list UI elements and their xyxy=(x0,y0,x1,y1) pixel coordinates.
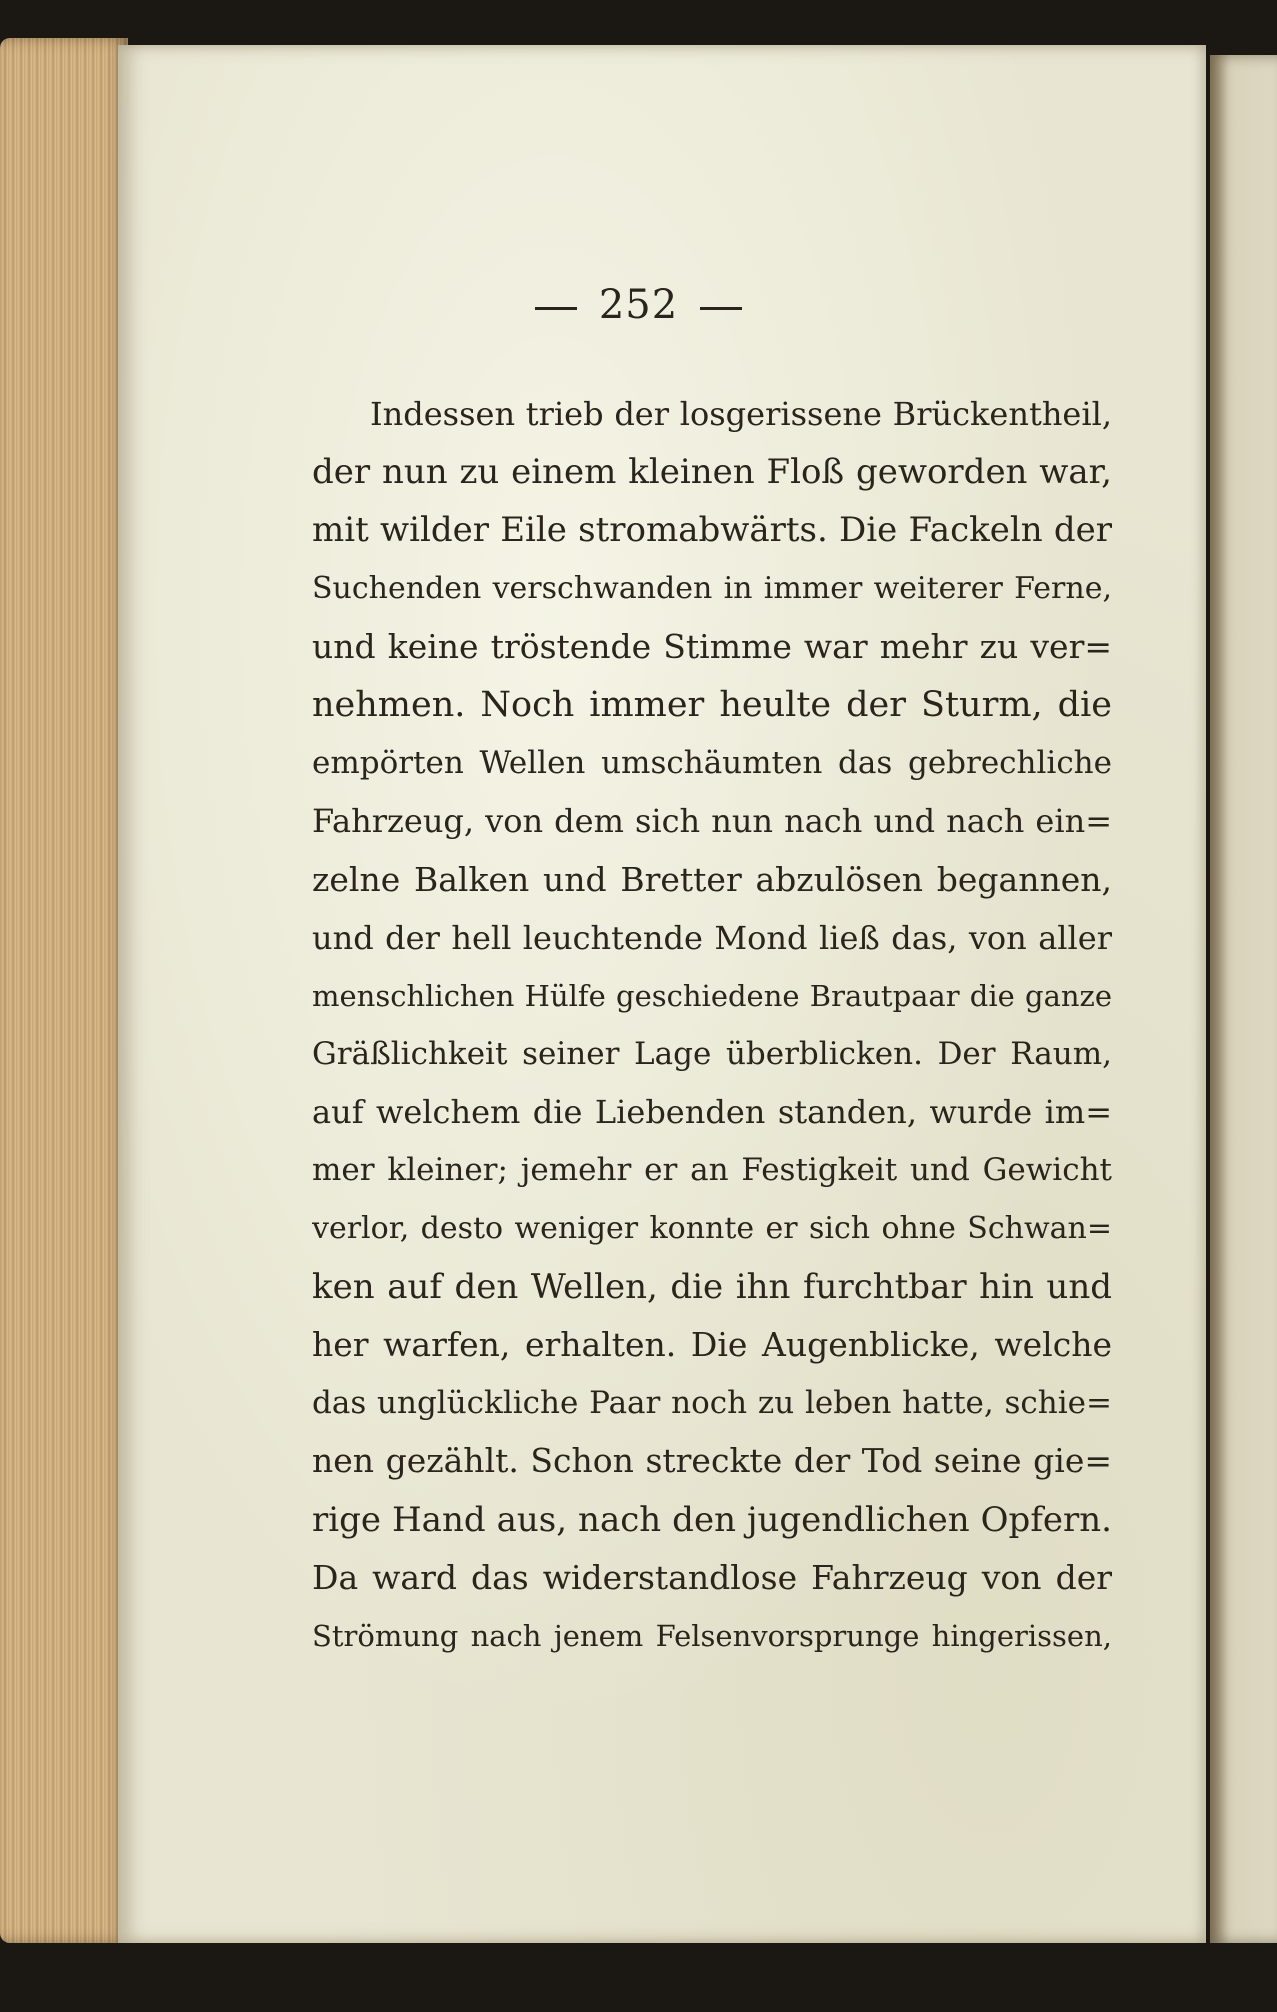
dash-right xyxy=(700,307,742,310)
text-line: Gräßlichkeit seiner Lage überblicken. Der Raum, xyxy=(312,1036,1112,1073)
text-line: Da ward das widerstandlose Fahrzeug von der xyxy=(312,1557,1112,1597)
text-line: her warfen, erhalten. Die Augenblicke, welche xyxy=(312,1325,1112,1364)
text-line: nen gezählt. Schon streckte der Tod seine gie= xyxy=(312,1441,1112,1481)
next-page-edge xyxy=(1210,55,1277,1943)
text-line: nehmen. Noch immer heulte der Sturm, die xyxy=(312,684,1112,725)
text-line: und der hell leuchtende Mond ließ das, von aller xyxy=(312,918,1112,957)
text-line: und keine tröstende Stimme war mehr zu ver= xyxy=(312,626,1112,666)
text-line: der nun zu einem kleinen Floß geworden war, xyxy=(312,452,1112,493)
page-number: 252 xyxy=(598,282,679,328)
text-line: mit wilder Eile stromabwärts. Die Fackeln der xyxy=(312,510,1112,551)
page-number-header xyxy=(0,282,1277,328)
dash-left xyxy=(535,307,577,310)
text-line: Strömung nach jenem Felsenvorsprunge hingerissen, xyxy=(312,1618,1112,1653)
text-line: auf welchem die Liebenden standen, wurde im= xyxy=(312,1093,1112,1132)
body-text xyxy=(312,385,1112,1665)
text-line: das unglückliche Paar noch zu leben hatte, schie= xyxy=(312,1385,1112,1422)
text-line: Suchenden verschwanden in immer weiterer Ferne, xyxy=(312,570,1112,606)
text-line: zelne Balken und Bretter abzulösen begannen, xyxy=(312,859,1112,899)
text-line: mer kleiner; jemehr er an Festigkeit und Gewicht xyxy=(312,1152,1112,1189)
text-line: empörten Wellen umschäumten das gebrechliche xyxy=(312,745,1112,782)
text-line: menschlichen Hülfe geschiedene Brautpaar die ganze xyxy=(312,978,1112,1013)
text-line: rige Hand aus, nach den jugendlichen Opfern. xyxy=(312,1499,1112,1540)
text-line: Indessen trieb der losgerissene Brückentheil, xyxy=(370,395,1112,433)
text-line: verlor, desto weniger konnte er sich ohne Schwan= xyxy=(312,1210,1112,1246)
text-line: ken auf den Wellen, die ihn furchtbar hin und xyxy=(312,1266,1112,1307)
text-line: Fahrzeug, von dem sich nun nach und nach ein= xyxy=(312,802,1112,841)
